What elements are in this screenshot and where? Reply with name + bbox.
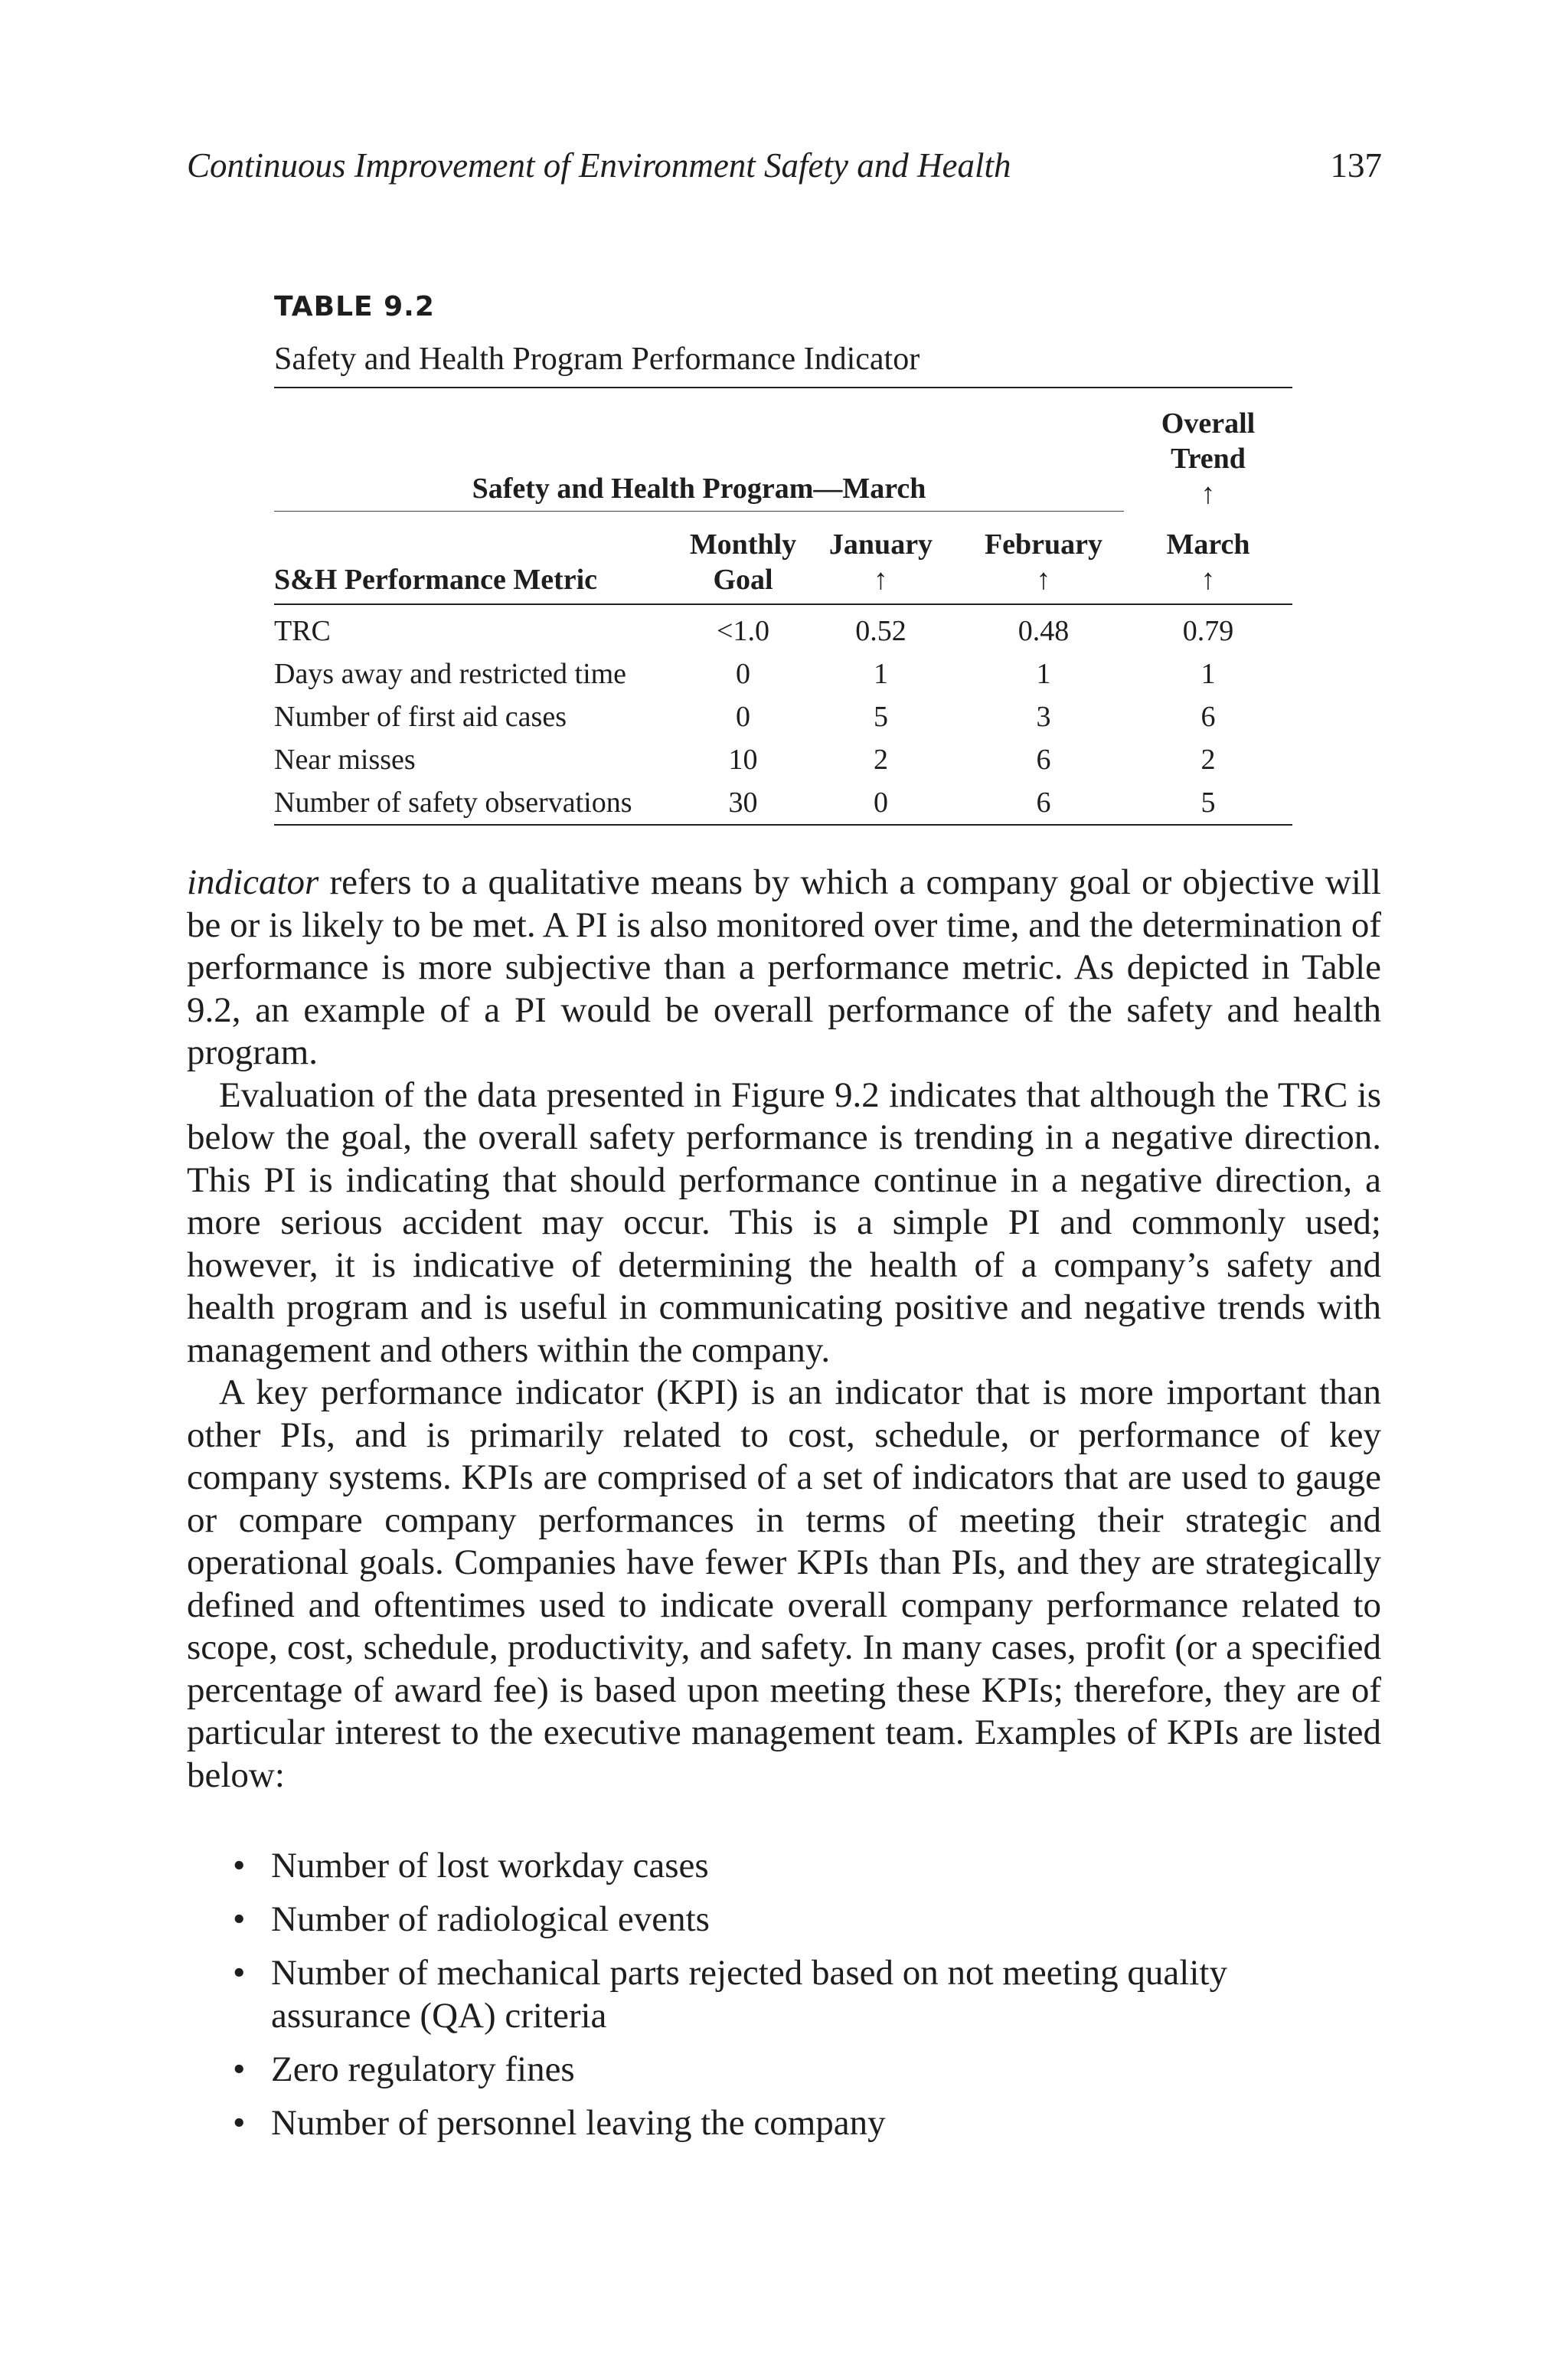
- running-head: Continuous Improvement of Environment Safety and Health: [187, 146, 1011, 185]
- group-header: Safety and Health Program—March: [472, 473, 926, 505]
- term-indicator: indicator: [187, 862, 319, 902]
- list-item: [222, 2101, 1370, 2144]
- trend-header-line2: Trend: [1171, 443, 1246, 475]
- cell-metric: Near misses: [274, 744, 416, 776]
- list-item-text: Zero regulatory fines: [271, 2049, 575, 2089]
- table-row: [274, 781, 1292, 825]
- list-item-text: Number of personnel leaving the company: [271, 2103, 886, 2143]
- cell-goal: 10: [728, 744, 758, 776]
- february-arrow-icon: ↑: [1036, 564, 1051, 596]
- cell-january: 1: [874, 658, 888, 690]
- col-january-header: January: [828, 528, 933, 561]
- cell-january: 2: [874, 744, 888, 776]
- list-item-text: Number of radiological events: [271, 1899, 710, 1939]
- cell-goal: 30: [728, 787, 758, 819]
- list-item: [222, 1898, 1370, 1941]
- cell-metric: Number of safety observations: [274, 787, 632, 819]
- cell-march: 1: [1200, 658, 1216, 690]
- cell-march: 6: [1200, 701, 1216, 733]
- cell-february: 3: [1036, 701, 1051, 733]
- paragraph-evaluation: Evaluation of the data presented in Figure 9.2 indicates that although the TRC is below the goal, the overall safety performance is trending in a negative direction. This PI is indicating that should performance continue in a negative direction, a more serious accident may occur. This is a simple PI and commonly used; however, it is indicative of determining the health of a company’s safety and health program and is useful in communicating positive and negative trends with management and others within the company.: [187, 1074, 1381, 1370]
- cell-goal: <1.0: [717, 615, 769, 647]
- cell-march: 0.79: [1182, 615, 1234, 647]
- table-label: TABLE 9.2: [274, 291, 435, 322]
- bullet-icon: •: [233, 2049, 246, 2089]
- paragraph-text: refers to a qualitative means by which a company goal or objective will be or is likely to be met. A PI is also monitored over time, and the determination of performance is more subjective than a performance metric. As depicted in Table 9.2, an example of a PI would be overall performance of the safety and health program.: [187, 862, 1381, 1072]
- col-goal-header-line2: Goal: [713, 564, 773, 596]
- trend-header-line1: Overall: [1161, 407, 1256, 440]
- bullet-icon: •: [233, 1953, 246, 1993]
- bullet-icon: •: [233, 1899, 246, 1939]
- list-item: [222, 1951, 1370, 2037]
- cell-january: 0.52: [855, 615, 906, 647]
- cell-march: 5: [1200, 787, 1216, 819]
- table-row: [274, 653, 1292, 695]
- cell-february: 6: [1036, 744, 1051, 776]
- col-metric-header: S&H Performance Metric: [274, 564, 598, 596]
- list-item-text: Number of lost workday cases: [271, 1846, 709, 1886]
- trend-arrow-icon: ↑: [1200, 478, 1216, 510]
- table-caption: Safety and Health Program Performance Indicator: [274, 342, 920, 377]
- cell-february: 0.48: [1018, 615, 1070, 647]
- col-february-header: February: [984, 528, 1103, 561]
- cell-metric: Number of first aid cases: [274, 701, 567, 733]
- list-item: [222, 2048, 1370, 2091]
- cell-february: 1: [1036, 658, 1051, 690]
- cell-goal: 0: [736, 658, 750, 690]
- table-row: [274, 738, 1292, 781]
- list-item-text: Number of mechanical parts rejected based on not meeting quality assurance (QA) criteria: [271, 1953, 1227, 2036]
- paragraph-indicator-definition: [187, 862, 1381, 1074]
- page-number: 137: [1330, 146, 1382, 185]
- bullet-icon: •: [233, 2103, 246, 2143]
- january-arrow-icon: ↑: [874, 564, 888, 596]
- bullet-icon: •: [233, 1846, 246, 1886]
- cell-january: 5: [874, 701, 888, 733]
- paragraph-kpi: A key performance indicator (KPI) is an indicator that is more important than other PIs, and is primarily related to cost, schedule, or performance of key company systems. KPIs are comprised of a set of indicators that are used to gauge or compare company performances in terms of meeting their strategic and operational goals. Companies have fewer KPIs than PIs, and they are strategically defined and oftentimes used to indicate overall company performance related to scope, cost, schedule, productivity, and safety. In many cases, profit (or a specified percentage of award fee) is based upon meeting these KPIs; therefore, they are of particular interest to the executive management team. Examples of KPIs are listed below:: [187, 1372, 1381, 1795]
- performance-table: [274, 387, 1292, 826]
- cell-goal: 0: [736, 701, 750, 733]
- cell-metric: TRC: [274, 615, 331, 647]
- table-row: [274, 604, 1292, 653]
- cell-february: 6: [1036, 787, 1051, 819]
- cell-january: 0: [874, 787, 888, 819]
- table-row: [274, 695, 1292, 738]
- list-item: [222, 1844, 1370, 1887]
- march-arrow-icon: ↑: [1200, 564, 1216, 596]
- cell-march: 2: [1200, 744, 1216, 776]
- body-text: [187, 862, 1381, 1797]
- kpi-list: [222, 1844, 1370, 2155]
- col-goal-header-line1: Monthly: [689, 528, 797, 561]
- col-march-header: March: [1166, 528, 1250, 561]
- cell-metric: Days away and restricted time: [274, 658, 627, 690]
